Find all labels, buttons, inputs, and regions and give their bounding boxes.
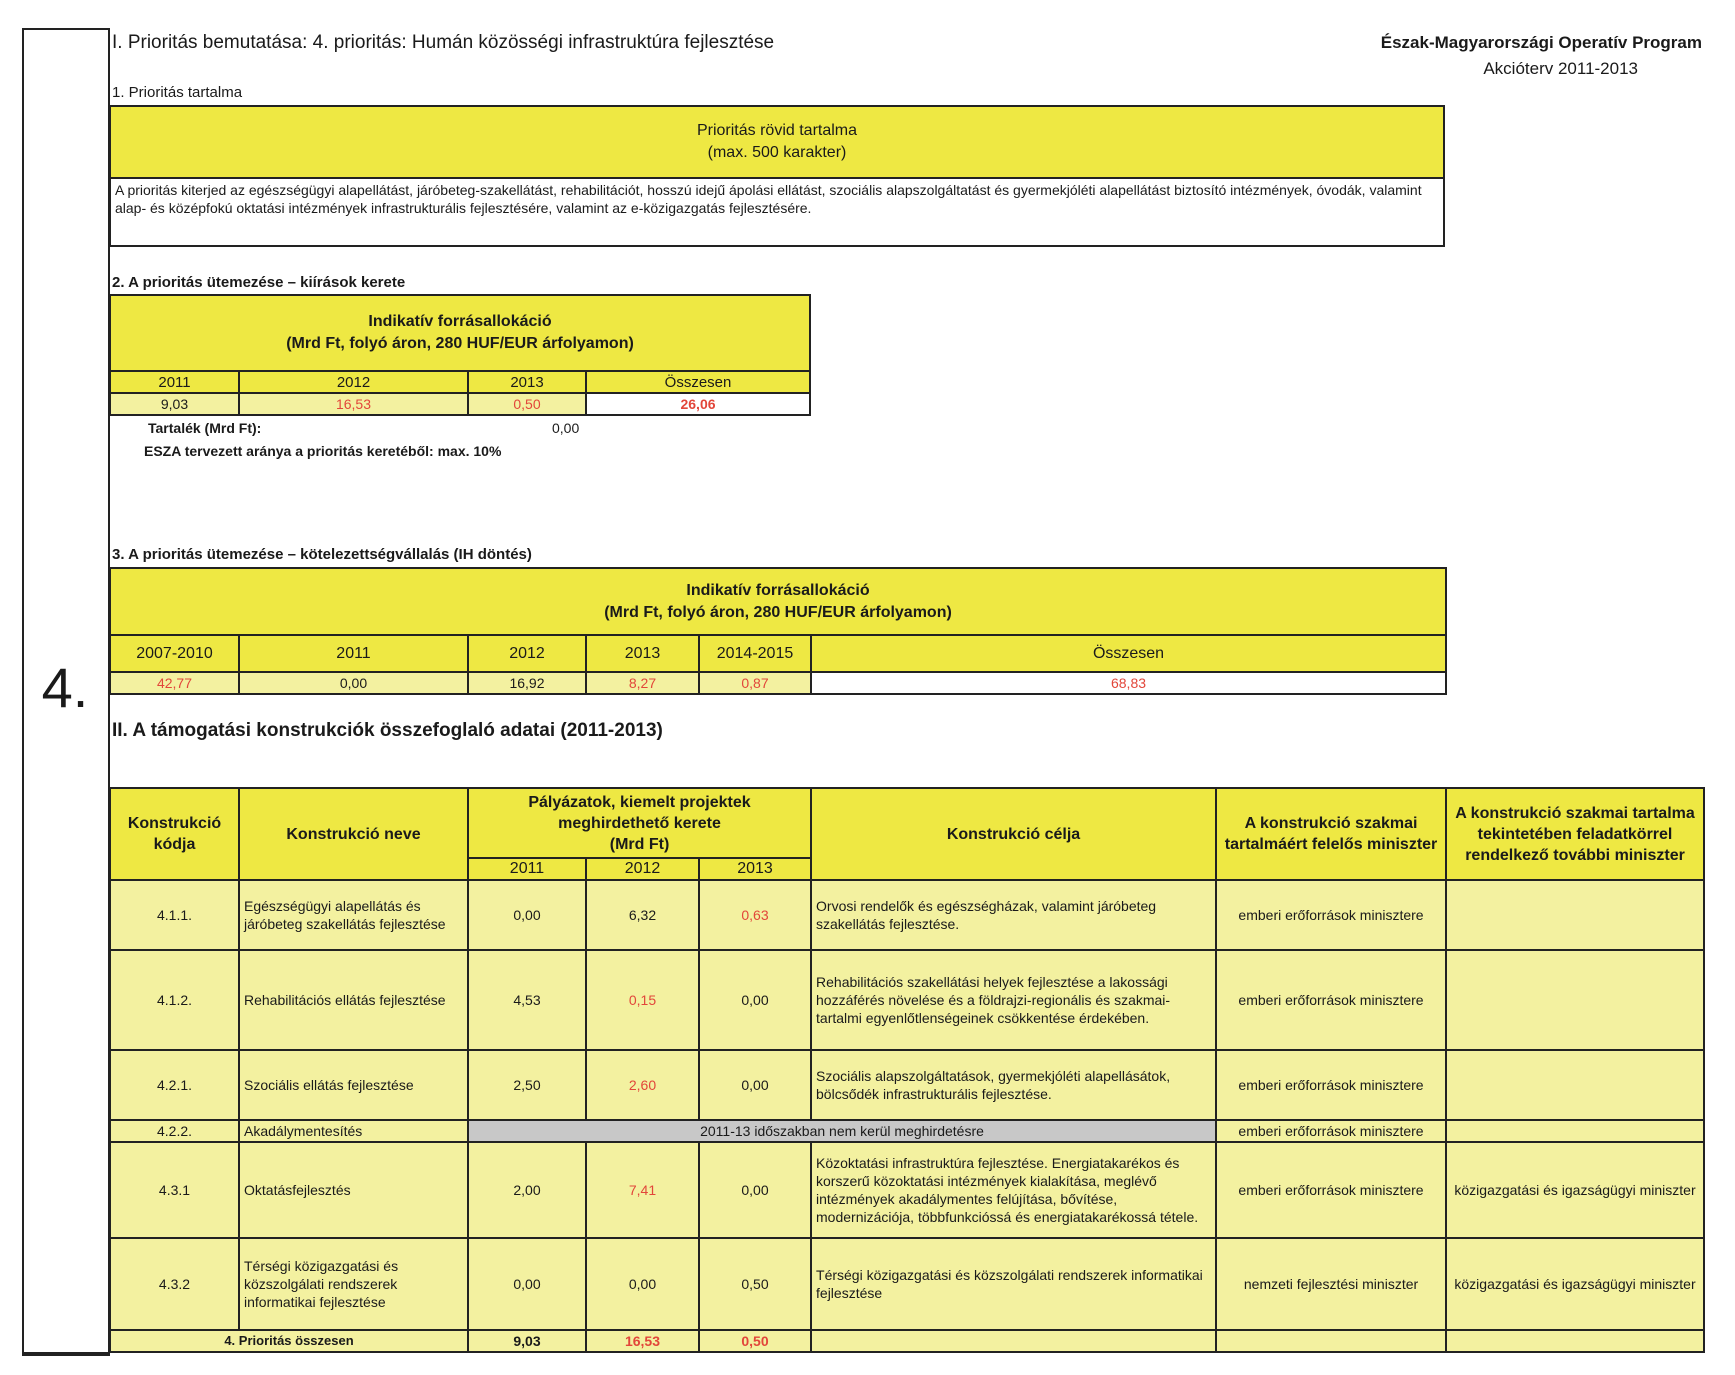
box-title-line1: Prioritás rövid tartalma: [696, 122, 858, 139]
value-2013: 0,50: [468, 393, 586, 415]
total-empty: [1446, 1330, 1704, 1352]
row-2011: 0,00: [468, 1238, 586, 1330]
row-name: Térségi közigazgatási és közszolgálati rendszerek informatikai fejlesztése: [239, 1238, 468, 1330]
budget-line2: meghirdethető kerete: [558, 814, 721, 832]
frame-bottom: [22, 1354, 110, 1356]
value-2013: 8,27: [586, 672, 699, 694]
row-other-minister: [1446, 1120, 1704, 1142]
row-2013: 0,50: [699, 1238, 811, 1330]
row-2011: 4,53: [468, 950, 586, 1050]
total-label: 4. Prioritás összesen: [110, 1330, 468, 1352]
row-code: 4.1.1.: [110, 880, 239, 950]
row-code: 4.1.2.: [110, 950, 239, 1050]
row-other-minister: [1446, 950, 1704, 1050]
row-goal: Szociális alapszolgáltatások, gyermekjóléti alapellásátok, bölcsődék infrastrukturális fejlesztése.: [811, 1050, 1216, 1120]
col-2011: 2011: [239, 635, 468, 672]
table-row: [110, 950, 1704, 1050]
esza-note: ESZA tervezett aránya a prioritás keretéből: max. 10%: [144, 443, 502, 459]
col-2011: 2011: [110, 371, 239, 393]
value-2011: 0,00: [239, 672, 468, 694]
reserve-label: Tartalék (Mrd Ft):: [148, 420, 262, 436]
col-2014-2015: 2014-2015: [699, 635, 811, 672]
value-2014-2015: 0,87: [699, 672, 811, 694]
priority-content-title: [110, 106, 1444, 178]
table-row: [110, 1238, 1704, 1330]
value-total: 26,06: [586, 393, 810, 415]
row-goal: Térségi közigazgatási és közszolgálati rendszerek informatikai fejlesztése: [811, 1238, 1216, 1330]
program-name: Észak-Magyarországi Operatív Program: [1380, 33, 1702, 52]
priority-number: 4.: [41, 656, 89, 719]
total-2011: 9,03: [468, 1330, 586, 1352]
reserve-value: 0,00: [552, 420, 580, 436]
row-minister: emberi erőforrások minisztere: [1216, 880, 1446, 950]
col-goal: Konstrukció célja: [811, 788, 1216, 880]
row-2012: 7,41: [586, 1142, 699, 1238]
table-row: [110, 1050, 1704, 1120]
row-2013: 0,00: [699, 1050, 811, 1120]
col-minister: A konstrukció szakmai tartalmáért felelős miniszter: [1216, 788, 1446, 880]
year-2012: 2012: [586, 858, 699, 880]
col-other-minister: A konstrukció szakmai tartalma tekintetében feladatkörrel rendelkező további miniszter: [1446, 788, 1704, 880]
col-total: Összesen: [811, 635, 1446, 672]
row-other-minister: [1446, 1050, 1704, 1120]
row-2012: 0,15: [586, 950, 699, 1050]
col-2012: 2012: [239, 371, 468, 393]
value-2012: 16,92: [468, 672, 586, 694]
total-2012: 16,53: [586, 1330, 699, 1352]
row-code: 4.3.2: [110, 1238, 239, 1330]
row-goal: Orvosi rendelők és egészségházak, valamint járóbeteg szakellátás fejlesztése.: [811, 880, 1216, 950]
row-goal: Rehabilitációs szakellátási helyek fejlesztése a lakossági hozzáférés növelése és a földrajzi-regionális és szakmai-tartalmi egyenlőtlenségeinek csökkentése érdekében.: [811, 950, 1216, 1050]
col-2013: 2013: [586, 635, 699, 672]
total-2013: 0,50: [699, 1330, 811, 1352]
row-other-minister: közigazgatási és igazságügyi miniszter: [1446, 1238, 1704, 1330]
col-2007-2010: 2007-2010: [110, 635, 239, 672]
title-line2: (Mrd Ft, folyó áron, 280 HUF/EUR árfolyamon): [286, 335, 634, 352]
call-allocation-table: [109, 294, 811, 416]
row-2013: 0,00: [699, 950, 811, 1050]
table-row: [110, 1142, 1704, 1238]
page-title: I. Prioritás bemutatása: 4. prioritás: Humán közösségi infrastruktúra fejlesztése: [112, 32, 775, 53]
section1-heading: 1. Prioritás tartalma: [112, 84, 243, 101]
row-name: Egészségügyi alapellátás és járóbeteg szakellátás fejlesztése: [239, 880, 468, 950]
row-name: Oktatásfejlesztés: [239, 1142, 468, 1238]
row-minister: emberi erőforrások minisztere: [1216, 1142, 1446, 1238]
title-line2: (Mrd Ft, folyó áron, 280 HUF/EUR árfolyamon): [604, 603, 952, 621]
row-2012: 0,00: [586, 1238, 699, 1330]
row-2011: 2,50: [468, 1050, 586, 1120]
col-budget: [468, 788, 811, 858]
row-minister: emberi erőforrások minisztere: [1216, 1120, 1446, 1142]
row-2011: 0,00: [468, 880, 586, 950]
box-title-line2: (max. 500 karakter): [707, 144, 847, 161]
value-2012: 16,53: [239, 393, 468, 415]
row-2011: 2,00: [468, 1142, 586, 1238]
row-other-minister: [1446, 880, 1704, 950]
row-name: Szociális ellátás fejlesztése: [239, 1050, 468, 1120]
row-goal: Közoktatási infrastruktúra fejlesztése. Energiatakarékos és korszerű közoktatási intézmények kialakítása, meglévő intézmények akadálymentes felújítása, bővítése, modernizációja, többfunkcióssá és energiatakarékossá tétele.: [811, 1142, 1216, 1238]
section3-heading: 3. A prioritás ütemezése – kötelezettségvállalás (IH döntés): [112, 546, 532, 563]
row-minister: emberi erőforrások minisztere: [1216, 950, 1446, 1050]
row-code: 4.3.1: [110, 1142, 239, 1238]
col-2013: 2013: [468, 371, 586, 393]
col-total: Összesen: [586, 371, 810, 393]
row-not-announced: 2011-13 időszakban nem kerül meghirdetésre: [468, 1120, 1216, 1142]
action-plan-label: Akcióterv 2011-2013: [1483, 59, 1638, 78]
section4-heading: II. A támogatási konstrukciók összefoglaló adatai (2011-2013): [112, 720, 663, 741]
total-empty: [811, 1330, 1216, 1352]
row-2012: 2,60: [586, 1050, 699, 1120]
col-code: Konstrukció kódja: [110, 788, 239, 880]
row-name: Rehabilitációs ellátás fejlesztése: [239, 950, 468, 1050]
row-other-minister: közigazgatási és igazságügyi miniszter: [1446, 1142, 1704, 1238]
total-empty: [1216, 1330, 1446, 1352]
row-2013: 0,00: [699, 1142, 811, 1238]
title-line1: Indikatív forrásallokáció: [686, 581, 870, 599]
row-minister: emberi erőforrások minisztere: [1216, 1050, 1446, 1120]
value-2011: 9,03: [110, 393, 239, 415]
row-minister: nemzeti fejlesztési miniszter: [1216, 1238, 1446, 1330]
col-2012: 2012: [468, 635, 586, 672]
value-total: 68,83: [811, 672, 1446, 694]
row-2012: 6,32: [586, 880, 699, 950]
priority-content-text: A prioritás kiterjed az egészségügyi alapellátást, járóbeteg-szakellátást, rehabilitációt, hosszú idejű ápolási ellátást, szociális alapszolgáltatást és gyermekjóléti alapellátást biztosító intézmények, óvodák, valamint alap- és középfokú oktatási intézmények infrastrukturális fejlesztésére, valamint az e-közigazgatás fejlesztésére.: [110, 178, 1444, 246]
year-2011: 2011: [468, 858, 586, 880]
priority-content-table: [109, 105, 1445, 247]
table-row: [110, 880, 1704, 950]
commitment-allocation-table: [109, 567, 1447, 695]
row-2013: 0,63: [699, 880, 811, 950]
table-row: [110, 1120, 1704, 1142]
budget-line1: Pályázatok, kiemelt projektek: [528, 793, 751, 811]
commitment-allocation-title: [110, 568, 1446, 635]
row-name: Akadálymentesítés: [239, 1120, 468, 1142]
construction-table: [109, 787, 1705, 1353]
year-2013: 2013: [699, 858, 811, 880]
value-2007-2010: 42,77: [110, 672, 239, 694]
row-code: 4.2.2.: [110, 1120, 239, 1142]
budget-line3: (Mrd Ft): [609, 835, 670, 853]
section2-heading: 2. A prioritás ütemezése – kiírások kerete: [112, 274, 406, 291]
col-name: Konstrukció neve: [239, 788, 468, 880]
row-code: 4.2.1.: [110, 1050, 239, 1120]
title-line1: Indikatív forrásallokáció: [368, 313, 552, 330]
call-allocation-title: [110, 295, 810, 371]
total-row: [110, 1330, 1704, 1352]
